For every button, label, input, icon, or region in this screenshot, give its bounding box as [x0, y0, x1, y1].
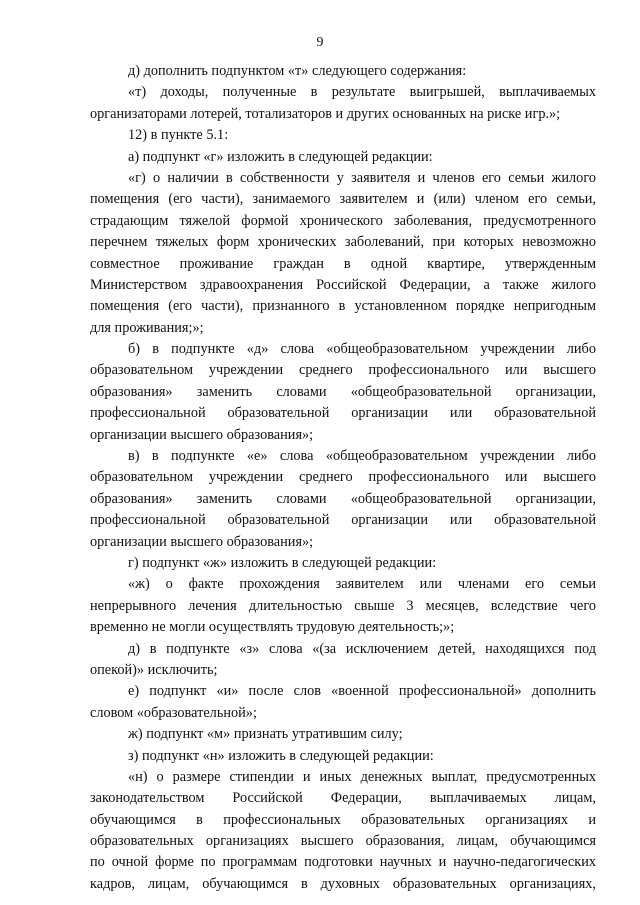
- text-line: законодательством Российской Федерации, выплачиваемых лицам,: [90, 790, 596, 807]
- text-line: б) в подпункте «д» слова «общеобразовательном учреждении либо: [128, 341, 596, 358]
- text-line: образовательных организациях высшего образования, лицам, обучающимся: [90, 833, 596, 850]
- text-line: словом «образовательной»;: [90, 704, 257, 721]
- text-line: а) подпункт «г» изложить в следующей редакции:: [128, 148, 433, 165]
- text-line: перечнем тяжелых форм хронических заболеваний, при которых невозможно: [90, 234, 596, 251]
- text-line: ж) подпункт «м» признать утратившим силу;: [128, 726, 403, 743]
- document-body: [90, 61, 596, 895]
- text-line: обучающимся в профессиональных образовательных организациях и: [90, 811, 596, 828]
- text-line: г) подпункт «ж» изложить в следующей редакции:: [128, 554, 437, 571]
- text-line: 12) в пункте 5.1:: [128, 127, 229, 144]
- text-line: д) дополнить подпунктом «т» следующего содержания:: [128, 63, 467, 79]
- page-number: 9: [316, 35, 324, 50]
- text-line: образовательном учреждении среднего профессионального или высшего: [90, 469, 596, 486]
- text-line: д) в подпункте «з» слова «(за исключением детей, находящихся под: [128, 640, 596, 657]
- text-line: непрерывного лечения длительностью свыше 3 месяцев, вследствие чего: [90, 597, 596, 614]
- text-line: «н) о размере стипендии и иных денежных выплат, предусмотренных: [128, 768, 596, 785]
- text-line: по очной форме по программам подготовки научных и научно-педагогических: [90, 854, 596, 871]
- text-line: совместное проживание граждан в одной квартире, утвержденным: [90, 255, 596, 272]
- text-line: образования» заменить словами «общеобразовательной организации,: [90, 383, 596, 400]
- text-line: «т) доходы, полученные в результате выигрышей, выплачиваемых: [128, 84, 596, 101]
- text-line: временно не могли осуществлять трудовую деятельность;»;: [90, 619, 455, 636]
- text-line: «ж) о факте прохождения заявителем или членами его семьи: [128, 576, 596, 593]
- text-line: профессиональной образовательной организации или образовательной: [90, 512, 596, 529]
- text-line: помещения (его части), занимаемого заявителем и (или) членом его семьи,: [90, 191, 596, 208]
- text-line: страдающим тяжелой формой хронического заболевания, предусмотренного: [90, 212, 596, 229]
- text-line: кадров, лицам, обучающимся в духовных образовательных организациях,: [90, 875, 596, 892]
- text-line: организации высшего образования»;: [90, 426, 314, 443]
- text-line: «г) о наличии в собственности у заявителя и членов его семьи жилого: [128, 169, 596, 186]
- text-line: для проживания;»;: [90, 319, 204, 336]
- text-line: образования» заменить словами «общеобразовательной организации,: [90, 490, 596, 507]
- text-line: организации высшего образования»;: [90, 533, 314, 550]
- text-line: профессиональной образовательной организации или образовательной: [90, 405, 596, 422]
- text-line: е) подпункт «и» после слов «военной профессиональной» дополнить: [128, 683, 596, 700]
- text-line: в) в подпункте «е» слова «общеобразовательном учреждении либо: [128, 448, 596, 465]
- text-line: опекой)» исключить;: [90, 661, 218, 678]
- text-line: помещения (его части), признанного в установленном порядке непригодным: [90, 298, 596, 315]
- text-line: Министерством здравоохранения Российской Федерации, а также жилого: [90, 276, 596, 293]
- text-line: з) подпункт «н» изложить в следующей редакции:: [128, 747, 434, 764]
- text-line: образовательном учреждении среднего профессионального или высшего: [90, 362, 596, 379]
- text-line: организаторами лотерей, тотализаторов и других основанных на риске игр.»;: [90, 105, 561, 122]
